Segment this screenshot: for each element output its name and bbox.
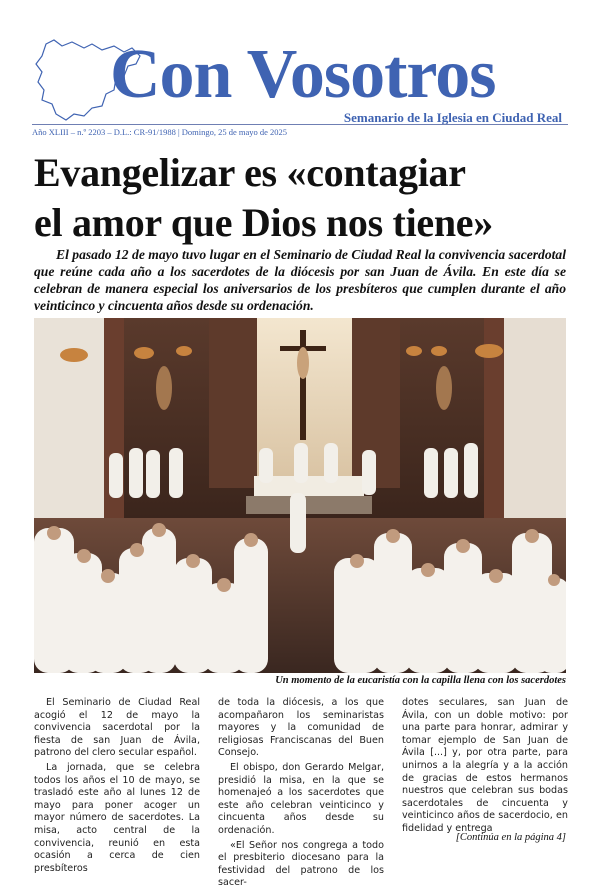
headline-line-1: Evangelizar es «contagiar <box>34 150 466 195</box>
body-paragraph: El Seminario de Ciudad Real acogió el 12 de mayo la convivencia sacerdotal por la fiesta de san Juan de Ávila, patrono del clero secular español. <box>34 697 200 759</box>
body-column-3 <box>402 697 568 838</box>
chapel-mass-photo <box>34 318 566 673</box>
article-headline <box>34 148 574 248</box>
body-paragraph: dotes seculares, san Juan de Ávila, con un doble motivo: por una parte para honrar, admirar y tomar ejemplo de San Juan de Ávila [...] y, por otra parte, para unirnos a la alegría y a la acción de gracias de estos hermanos nuestros que celebran sus bodas sacerdotales de cincuenta y veinticinco años de sacerdocio, en fidelidad y entrega <box>402 697 568 834</box>
masthead-title: Con Vosotros <box>110 36 496 113</box>
article-photo <box>34 318 566 673</box>
article-body <box>34 697 568 889</box>
article-lead: El pasado 12 de mayo tuvo lugar en el Seminario de Ciudad Real la convivencia sacerdotal que reúne cada año a los sacerdotes de la diócesis por san Juan de Ávila. En este día se celebran de manera especial los aniversarios de los presbíteros que cumplen durante el año veinticinco y cincuenta años desde su ordenación. <box>34 247 566 313</box>
issue-info-line: Año XLIII – n.º 2203 – D.L.: CR-91/1988 | Domingo, 25 de mayo de 2025 <box>32 124 568 137</box>
body-paragraph: de toda la diócesis, a los que acompañaron los seminaristas mayores y la comunidad de religiosas Franciscanas del Buen Consejo. <box>218 697 384 759</box>
body-paragraph: La jornada, que se celebra todos los años el 10 de mayo, se trasladó este año al lunes 12 de mayo para poner acoger un mayor número de sacerdotes. La misa, acto central de la convivencia, reunió en esta ocasión a cerca de cien presbíteros <box>34 761 200 874</box>
photo-caption: Un momento de la eucaristía con la capilla llena con los sacerdotes <box>275 675 566 686</box>
body-paragraph: El obispo, don Gerardo Melgar, presidió la misa, en la que se homenajeó a los sacerdotes que este año celebran veinticinco y cincuenta años desde su ordenación. <box>218 761 384 836</box>
headline-line-2: el amor que Dios nos tiene» <box>34 200 493 245</box>
body-column-2 <box>218 697 384 892</box>
body-column-1 <box>34 697 200 877</box>
masthead <box>32 30 572 130</box>
body-paragraph: «El Señor nos congrega a todo el presbiterio diocesano para la festividad del patrono de los sacer- <box>218 839 384 889</box>
continued-on-page-note: [Continúa en la página 4] <box>455 832 566 843</box>
masthead-subtitle: Semanario de la Iglesia en Ciudad Real <box>343 110 562 125</box>
